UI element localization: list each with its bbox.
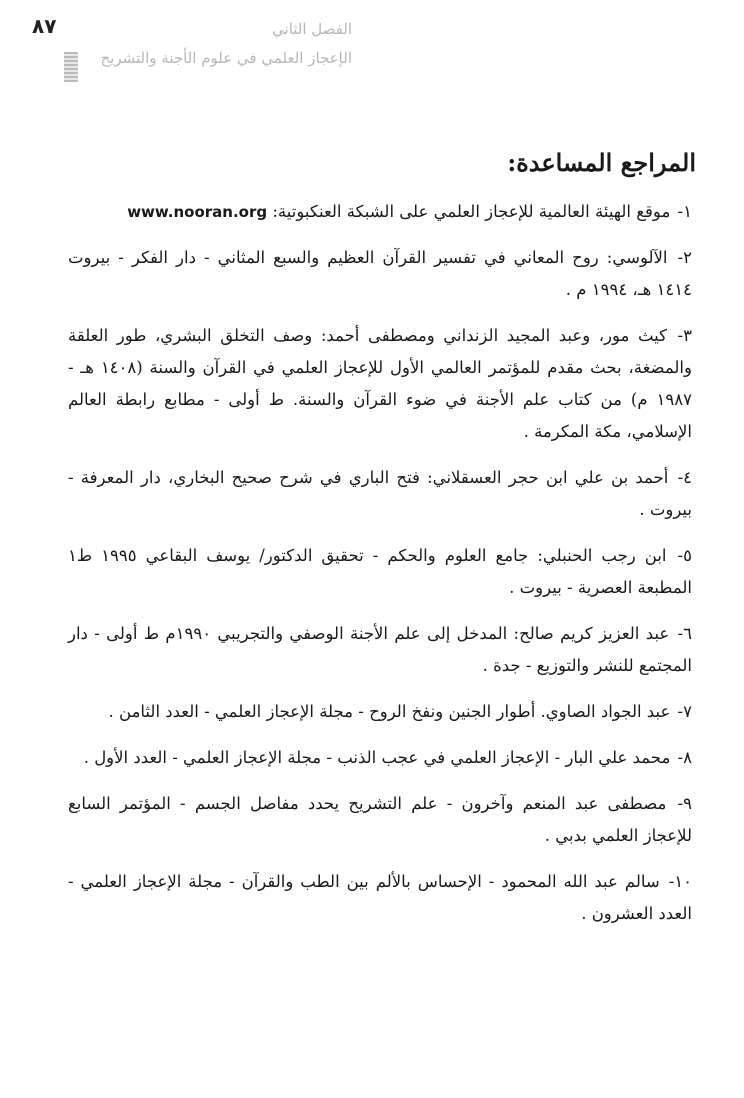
reference-text: ابن رجب الحنبلي: جامع العلوم والحكم - تحقيق الدكتور/ يوسف البقاعي ١٩٩٥ ط١ المطبعة العصرية - بيروت . xyxy=(68,546,692,597)
reference-number: ٣- xyxy=(677,326,692,345)
reference-text: سالم عبد الله المحمود - الإحساس بالألم بين الطب والقرآن - مجلة الإعجاز العلمي - العدد العشرون . xyxy=(68,872,692,923)
reference-item xyxy=(68,320,692,448)
reference-item xyxy=(68,196,692,228)
reference-item xyxy=(68,540,692,604)
reference-item xyxy=(68,742,692,774)
reference-number: ٧- xyxy=(677,702,692,721)
reference-number: ٤- xyxy=(677,468,693,487)
references-list xyxy=(68,196,692,944)
reference-item xyxy=(68,696,692,728)
reference-number: ٥- xyxy=(677,546,692,565)
reference-number: ٩- xyxy=(677,794,692,813)
chapter-subtitle: الإعجاز العلمي في علوم الأجنة والتشريح xyxy=(100,48,352,67)
reference-text: موقع الهيئة العالمية للإعجاز العلمي على الشبكة العنكبوتية: xyxy=(267,202,671,221)
page-number: ٨٧ xyxy=(32,14,57,38)
reference-number: ٦- xyxy=(677,624,692,643)
reference-item xyxy=(68,242,692,306)
section-title: المراجع المساعدة: xyxy=(507,148,696,177)
reference-text: كيث مور، وعبد المجيد الزنداني ومصطفى أحمد: وصف التخلق البشري، طور العلقة والمضغة، بحث مقدم للمؤتمر العالمي الأول للإعجاز العلمي في القرآن والسنة (١٤٠٨ هـ - ١٩٨٧ م) من كتاب علم الأجنة في ضوء القرآن والسنة. ط أولى - مطابع رابطة العالم الإسلامي، مكة المكرمة . xyxy=(68,326,692,441)
reference-number: ١- xyxy=(677,202,692,221)
reference-text: الآلوسي: روح المعاني في تفسير القرآن العظيم والسبع المثاني - دار الفكر - بيروت ١٤١٤ هـ، ١٩٩٤ م . xyxy=(68,248,692,299)
reference-number: ٢- xyxy=(677,248,692,267)
reference-text: عبد الجواد الصاوي. أطوار الجنين ونفخ الروح - مجلة الإعجاز العلمي - العدد الثامن . xyxy=(108,702,671,721)
reference-text: أحمد بن علي ابن حجر العسقلاني: فتح الباري في شرح صحيح البخاري، دار المعرفة - بيروت . xyxy=(68,468,692,519)
header-ornament xyxy=(64,52,78,82)
reference-item xyxy=(68,866,692,930)
reference-item xyxy=(68,788,692,852)
reference-item xyxy=(68,618,692,682)
reference-number: ١٠- xyxy=(668,872,693,891)
reference-item xyxy=(68,462,692,526)
reference-text: عبد العزيز كريم صالح: المدخل إلى علم الأجنة الوصفي والتجريبي ١٩٩٠م ط أولى - دار المجتمع للنشر والتوزيع - جدة . xyxy=(68,624,692,675)
reference-number: ٨- xyxy=(677,748,692,767)
reference-link[interactable]: www.nooran.org xyxy=(127,203,268,221)
running-header xyxy=(100,18,352,69)
reference-text: محمد علي البار - الإعجاز العلمي في عجب الذنب - مجلة الإعجاز العلمي - العدد الأول . xyxy=(83,748,671,767)
chapter-label: الفصل الثاني xyxy=(272,20,352,38)
reference-text: مصطفى عبد المنعم وآخرون - علم التشريح يحدد مفاصل الجسم - المؤتمر السابع للإعجاز العلمي بدبي . xyxy=(68,794,692,845)
